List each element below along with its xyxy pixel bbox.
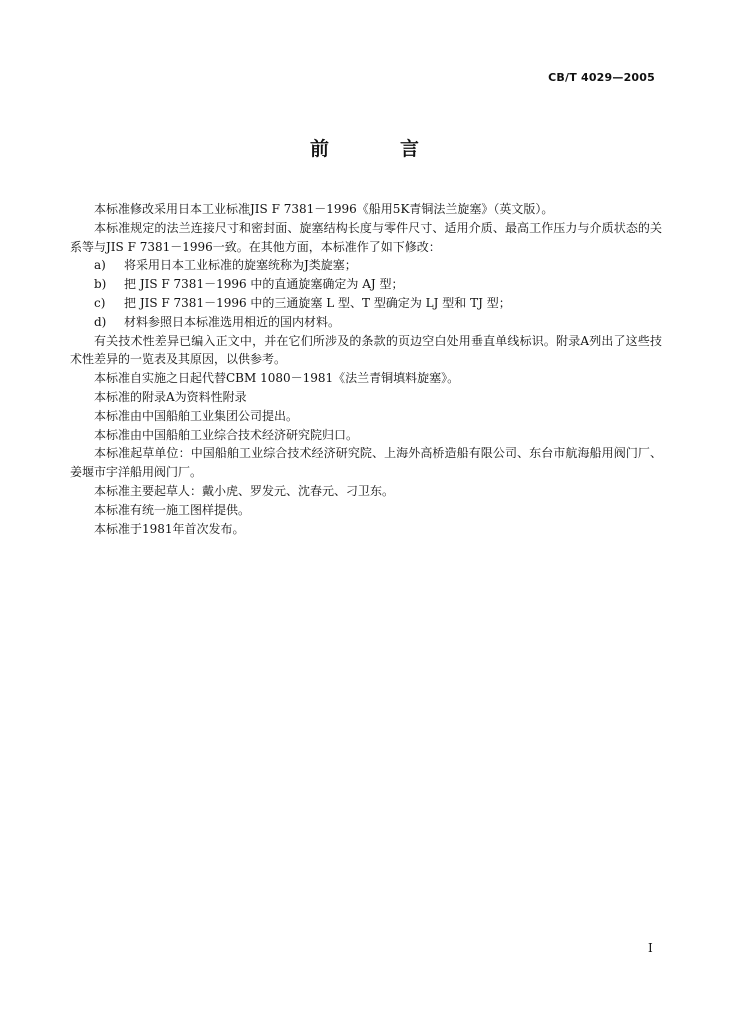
paragraph-drafters: 本标准主要起草人：戴小虎、罗发元、沈春元、刁卫东。 [94,483,395,498]
paragraph-administrator: 本标准由中国船舶工业综合技术经济研究院归口。 [94,427,359,442]
paragraph-drawings: 本标准有统一施工图样提供。 [94,502,251,517]
standard-code: CB/T 4029—2005 [548,71,655,84]
list-item-label: b) [94,277,107,292]
list-item-label: a) [94,258,106,273]
paragraph-adoption: 本标准修改采用日本工业标准JIS F 7381－1996《船用5K青铜法兰旋塞》（英文版）。 [94,202,554,216]
list-item [70,256,662,275]
list-item-text: 把 JIS F 7381－1996 中的三通旋塞 L 型、T 型确定为 LJ 型和 TJ 型； [124,295,511,310]
list-item-text: 材料参照日本标准选用相近的国内材料。 [124,314,341,329]
list-item-label: c) [94,295,106,310]
foreword-body [70,200,662,538]
list-item [70,313,662,332]
paragraph-first-issue: 本标准于1981年首次发布。 [94,521,245,536]
paragraph-proposer: 本标准由中国船舶工业集团公司提出。 [94,408,299,423]
list-item-label: d) [94,314,107,329]
paragraph-appendix: 本标准的附录A为资料性附录 [94,389,247,404]
page-number: I [648,941,653,955]
list-item [70,294,662,313]
paragraph-scope: 本标准规定的法兰连接尺寸和密封面、旋塞结构长度与零件尺寸、适用介质、最高工作压力与介质状态的关系等与JIS F 7381－1996一致。在其他方面，本标准作了如下修改： [70,220,662,254]
paragraph-drafting-units: 本标准起草单位：中国船舶工业综合技术经济研究院、上海外高桥造船有限公司、东台市航海船用阀门厂、姜堰市宇洋船用阀门厂。 [70,446,662,480]
list-item-text: 将采用日本工业标准的旋塞统称为J类旋塞； [124,258,357,273]
list-item [70,275,662,294]
paragraph-replaces: 本标准自实施之日起代替CBM 1080－1981《法兰青铜填料旋塞》。 [94,371,460,386]
list-item-text: 把 JIS F 7381－1996 中的直通旋塞确定为 AJ 型； [124,277,404,292]
paragraph-technical-differences: 有关技术性差异已编入正文中，并在它们所涉及的条款的页边空白处用垂直单线标识。附录A列出了这些技术性差异的一览表及其原因，以供参考。 [70,333,662,367]
page-title: 前 言 [309,138,445,160]
